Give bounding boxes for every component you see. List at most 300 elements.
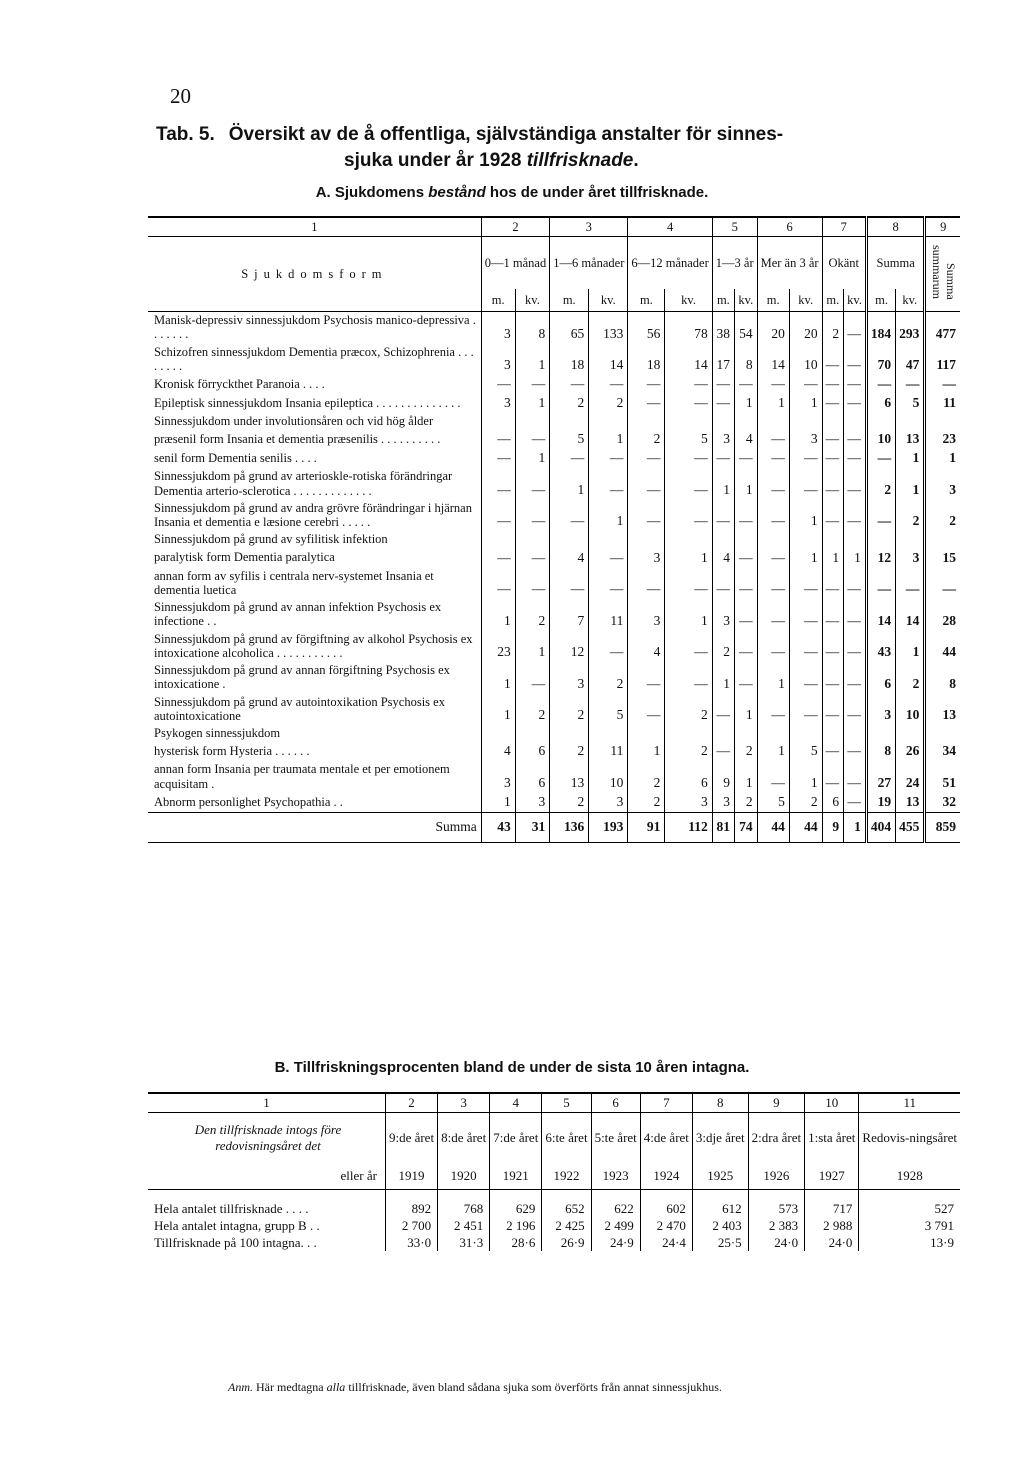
year-cell: 1924 — [640, 1163, 692, 1190]
cell-value: 2 — [896, 500, 925, 532]
cell-value: — — [735, 449, 758, 468]
cell-value: — — [844, 375, 867, 394]
table-row — [148, 725, 960, 742]
cell-value: — — [844, 662, 867, 694]
cell-value: 7 — [550, 599, 589, 631]
col-number: 9 — [925, 217, 960, 237]
cell-value: 10 — [866, 430, 895, 449]
cell-value: 19 — [866, 793, 895, 813]
cell-value: 2 988 — [805, 1217, 859, 1234]
sum-value: 859 — [925, 812, 960, 842]
section-a-heading — [0, 184, 1024, 201]
cell-value: 2 470 — [640, 1217, 692, 1234]
cell-value: 133 — [589, 312, 628, 344]
year-cell: 1921 — [490, 1163, 542, 1190]
cell-value: — — [735, 568, 758, 600]
cell-value: — — [712, 394, 734, 413]
cell-value: — — [789, 375, 822, 394]
cell-value: — — [844, 694, 867, 726]
cell-value — [550, 413, 589, 430]
cell-value: — — [735, 375, 758, 394]
cell-value: 18 — [628, 344, 665, 376]
cell-value: — — [866, 375, 895, 394]
cell-value: 6 — [866, 394, 895, 413]
cell-value: — — [789, 662, 822, 694]
cell-value: — — [665, 449, 712, 468]
sum-value: 455 — [896, 812, 925, 842]
cell-value: 3 — [628, 599, 665, 631]
cell-value: — — [515, 662, 550, 694]
sex-header-kv: kv. — [665, 289, 712, 312]
cell-value: 2 — [712, 631, 734, 663]
table-row — [148, 1217, 960, 1234]
cell-value — [628, 413, 665, 430]
col-header: 8:de året — [438, 1113, 490, 1164]
col-header-1-6: 1—6 månader — [550, 237, 628, 290]
cell-value: — — [515, 500, 550, 532]
cell-value: — — [712, 694, 734, 726]
year-cell: 1925 — [692, 1163, 748, 1190]
title-line-1: Översikt av de å offentliga, självständiga anstalter för sinnes- — [228, 124, 784, 145]
table-row — [148, 1234, 960, 1251]
footnote-emphasis: alla — [326, 1380, 346, 1394]
cell-value: 5 — [550, 430, 589, 449]
cell-value: — — [481, 549, 515, 568]
cell-value: — — [757, 761, 789, 793]
cell-value: — — [515, 549, 550, 568]
row-label: Psykogen sinnessjukdom — [154, 726, 281, 740]
cell-value: 629 — [490, 1190, 542, 1218]
cell-value: — — [822, 430, 844, 449]
cell-value: 34 — [925, 742, 960, 761]
row-label: senil form Dementia senilis . . . . — [154, 451, 317, 466]
cell-value: 12 — [866, 549, 895, 568]
cell-value: — — [757, 375, 789, 394]
table-row — [148, 449, 960, 468]
cell-value: — — [712, 449, 734, 468]
col-number: 2 — [481, 217, 549, 237]
year-cell: 1919 — [385, 1163, 437, 1190]
sum-value: 9 — [822, 812, 844, 842]
cell-value: 3 — [712, 599, 734, 631]
table-row — [148, 375, 960, 394]
table-row — [148, 1190, 960, 1218]
row-label: Sinnessjukdom på grund av andra grövre förändringar i hjärnan Insania et dementia e læsione cerebri . . . . . — [154, 500, 472, 529]
table-number: Tab. 5. — [156, 124, 215, 145]
cell-value: — — [757, 500, 789, 532]
cell-value — [757, 531, 789, 548]
row-label: Tillfrisknade på 100 intagna. . . — [154, 1234, 317, 1250]
cell-value: 6 — [822, 793, 844, 813]
cell-value: — — [757, 549, 789, 568]
cell-value: — — [822, 500, 844, 532]
cell-value: 10 — [589, 761, 628, 793]
col-number: 10 — [805, 1093, 859, 1113]
cell-value — [757, 725, 789, 742]
sum-value: 91 — [628, 812, 665, 842]
row-label: Sinnessjukdom på grund av arterioskle-rotiska förändringar Dementia arterio-sclerotica . . . . . . . . . . . . . — [154, 469, 453, 498]
cell-value: 47 — [896, 344, 925, 376]
sum-label: Summa — [148, 812, 481, 842]
cell-value: — — [735, 599, 758, 631]
cell-value: 768 — [438, 1190, 490, 1218]
cell-value — [735, 725, 758, 742]
row-label: Abnorm personlighet Psychopathia . . — [154, 794, 343, 809]
cell-value — [550, 725, 589, 742]
cell-value: — — [866, 500, 895, 532]
cell-value: — — [665, 500, 712, 532]
cell-value — [481, 531, 515, 548]
cell-value: — — [481, 500, 515, 532]
sex-header-m: m. — [866, 289, 895, 312]
cell-value: 5 — [589, 694, 628, 726]
page-title — [156, 122, 966, 173]
cell-value — [822, 725, 844, 742]
cell-value: — — [712, 568, 734, 600]
sex-header-m: m. — [712, 289, 734, 312]
sex-header-kv: kv. — [589, 289, 628, 312]
head-label: Den tillfrisknade intogs före redovisningsåret det — [194, 1122, 342, 1153]
year-cell: 1928 — [859, 1163, 960, 1190]
cell-value: 44 — [925, 631, 960, 663]
sum-value: 31 — [515, 812, 550, 842]
year-cell: 1920 — [438, 1163, 490, 1190]
row-label: Epileptisk sinnessjukdom Insania epileptica . . . . . . . . . . . . . . — [154, 395, 461, 410]
cell-value: 2 — [628, 793, 665, 813]
cell-value: 31·3 — [438, 1234, 490, 1251]
table-row — [148, 599, 960, 631]
cell-value: — — [822, 599, 844, 631]
cell-value: 3 — [789, 430, 822, 449]
footnote-text-a: Här medtagna — [253, 1380, 327, 1394]
cell-value: — — [822, 375, 844, 394]
table-row — [148, 793, 960, 813]
cell-value: 3 — [925, 468, 960, 500]
cell-value — [481, 413, 515, 430]
cell-value: 23 — [925, 430, 960, 449]
cell-value: 1 — [515, 631, 550, 663]
cell-value: 24·9 — [591, 1234, 640, 1251]
table-row — [148, 631, 960, 663]
cell-value: 11 — [925, 394, 960, 413]
cell-value: 1 — [757, 742, 789, 761]
table-b — [148, 1092, 960, 1251]
cell-value: 1 — [665, 549, 712, 568]
cell-value: 24·0 — [805, 1234, 859, 1251]
cell-value: — — [844, 568, 867, 600]
cell-value: 1 — [757, 394, 789, 413]
cell-value: 1 — [628, 742, 665, 761]
table-row — [148, 500, 960, 532]
cell-value: — — [665, 468, 712, 500]
cell-value: 8 — [925, 662, 960, 694]
cell-value: 1 — [550, 468, 589, 500]
sex-header-m: m. — [628, 289, 665, 312]
cell-value: 1 — [757, 662, 789, 694]
row-label: annan form Insania per traumata mentale et per emotionem acquisitam . — [154, 762, 450, 791]
cell-value — [712, 531, 734, 548]
col-number: 5 — [712, 217, 757, 237]
title-emphasis: tillfrisknade — [526, 149, 634, 171]
col-number: 1 — [148, 1093, 385, 1113]
col-header: 9:de året — [385, 1113, 437, 1164]
cell-value: — — [789, 631, 822, 663]
cell-value: 2 — [735, 793, 758, 813]
cell-value: 14 — [665, 344, 712, 376]
cell-value: 3 — [481, 394, 515, 413]
col-number: 9 — [748, 1093, 804, 1113]
cell-value: — — [550, 500, 589, 532]
sex-header-kv: kv. — [896, 289, 925, 312]
cell-value: — — [550, 449, 589, 468]
row-label: Hela antalet intagna, grupp B . . — [154, 1217, 320, 1233]
cell-value: 3 — [866, 694, 895, 726]
col-header: 2:dra året — [748, 1113, 804, 1164]
cell-value: 56 — [628, 312, 665, 344]
cell-value: — — [866, 449, 895, 468]
cell-value — [866, 413, 895, 430]
table-row — [148, 468, 960, 500]
cell-value: 1 — [712, 662, 734, 694]
cell-value: 184 — [866, 312, 895, 344]
row-label: Sinnessjukdom på grund av förgiftning av alkohol Psychosis ex intoxicatione alcoholica . . . . . . . . . . . — [154, 631, 473, 660]
table-row — [148, 742, 960, 761]
cell-value: 14 — [866, 599, 895, 631]
cell-value: 4 — [481, 742, 515, 761]
row-label: Sinnessjukdom på grund av annan förgiftning Psychosis ex intoxicatione . — [154, 663, 450, 692]
cell-value — [789, 413, 822, 430]
col-number: 7 — [822, 217, 866, 237]
cell-value: — — [628, 375, 665, 394]
section-a-prefix: A. Sjukdomens — [315, 184, 429, 201]
cell-value: 65 — [550, 312, 589, 344]
sum-value: 193 — [589, 812, 628, 842]
cell-value: 1 — [789, 761, 822, 793]
cell-value: 54 — [735, 312, 758, 344]
cell-value: 5 — [757, 793, 789, 813]
cell-value: 1 — [515, 394, 550, 413]
table-row — [148, 312, 960, 344]
cell-value: — — [628, 694, 665, 726]
cell-value: 1 — [481, 599, 515, 631]
cell-value: 1 — [712, 468, 734, 500]
cell-value: — — [665, 568, 712, 600]
cell-value: — — [822, 568, 844, 600]
cell-value: 2 — [515, 599, 550, 631]
cell-value — [589, 531, 628, 548]
cell-value: 1 — [896, 449, 925, 468]
col-number: 1 — [148, 217, 481, 237]
table-row — [148, 531, 960, 548]
cell-value: 1 — [789, 549, 822, 568]
row-label: Manisk-depressiv sinnessjukdom Psychosis manico-depressiva . . . . . . . — [154, 313, 476, 342]
cell-value — [822, 531, 844, 548]
sum-value: 136 — [550, 812, 589, 842]
cell-value: 2 — [515, 694, 550, 726]
year-cell: 1922 — [542, 1163, 591, 1190]
cell-value: 2 — [589, 394, 628, 413]
col-header-mer-an-3: Mer än 3 år — [757, 237, 822, 290]
section-a-emphasis: bestånd — [428, 184, 486, 201]
cell-value: — — [735, 500, 758, 532]
cell-value — [712, 413, 734, 430]
cell-value: 78 — [665, 312, 712, 344]
cell-value: — — [822, 468, 844, 500]
cell-value: — — [822, 761, 844, 793]
cell-value: 2 — [896, 662, 925, 694]
table-row — [148, 549, 960, 568]
cell-value: — — [757, 568, 789, 600]
cell-value: 117 — [925, 344, 960, 376]
cell-value — [925, 531, 960, 548]
cell-value: 24·4 — [640, 1234, 692, 1251]
cell-value: — — [844, 631, 867, 663]
cell-value: 2 — [550, 394, 589, 413]
cell-value: 8 — [515, 312, 550, 344]
col-header-0-1: 0—1 månad — [481, 237, 549, 290]
col-header: 4:de året — [640, 1113, 692, 1164]
cell-value: 12 — [550, 631, 589, 663]
cell-value: 1 — [481, 793, 515, 813]
summarum-label: summarum — [930, 245, 945, 300]
cell-value: 1 — [481, 694, 515, 726]
row-label: Sinnessjukdom på grund av autointoxikation Psychosis ex autointoxicatione — [154, 694, 445, 723]
cell-value: — — [481, 568, 515, 600]
cell-value: 1 — [589, 500, 628, 532]
row-label: Sinnessjukdom på grund av annan infektion Psychosis ex infectione . . — [154, 600, 442, 629]
cell-value: — — [757, 599, 789, 631]
cell-value: 13 — [896, 430, 925, 449]
cell-value: 28 — [925, 599, 960, 631]
col-number: 6 — [591, 1093, 640, 1113]
col-header-sjukdomsform: Sjukdomsform — [148, 237, 481, 312]
cell-value: 24 — [896, 761, 925, 793]
cell-value: 2 499 — [591, 1217, 640, 1234]
cell-value: 13 — [896, 793, 925, 813]
cell-value: 2 — [550, 694, 589, 726]
col-number: 3 — [550, 217, 628, 237]
row-label: annan form av syfilis i centrala nerv-systemet Insania et dementia luetica — [154, 568, 434, 597]
cell-value: — — [844, 312, 867, 344]
cell-value: 622 — [591, 1190, 640, 1218]
cell-value — [757, 413, 789, 430]
cell-value: — — [844, 742, 867, 761]
cell-value: — — [757, 468, 789, 500]
cell-value: 9 — [712, 761, 734, 793]
row-label: Sinnessjukdom under involutionsåren och vid hög ålder — [154, 414, 434, 428]
cell-value: 527 — [859, 1190, 960, 1218]
col-number: 7 — [640, 1093, 692, 1113]
cell-value — [515, 413, 550, 430]
cell-value: 2 — [925, 500, 960, 532]
cell-value: — — [735, 662, 758, 694]
row-label: præsenil form Insania et dementia præsenilis . . . . . . . . . . — [154, 432, 441, 447]
cell-value — [866, 531, 895, 548]
cell-value: 652 — [542, 1190, 591, 1218]
cell-value: 1 — [789, 394, 822, 413]
cell-value: 18 — [550, 344, 589, 376]
cell-value: — — [757, 449, 789, 468]
cell-value — [844, 413, 867, 430]
cell-value: 1 — [481, 662, 515, 694]
table-row — [148, 694, 960, 726]
cell-value: 2 451 — [438, 1217, 490, 1234]
cell-value: — — [896, 375, 925, 394]
cell-value: — — [628, 500, 665, 532]
cell-value: 1 — [735, 694, 758, 726]
cell-value: — — [628, 568, 665, 600]
cell-value: 8 — [866, 742, 895, 761]
cell-value — [550, 531, 589, 548]
cell-value: — — [589, 449, 628, 468]
col-number: 4 — [490, 1093, 542, 1113]
cell-value: — — [628, 449, 665, 468]
cell-value: 6 — [515, 761, 550, 793]
sex-header-kv: kv. — [789, 289, 822, 312]
col-header-summa-summarum — [925, 237, 960, 312]
cell-value: 1 — [735, 761, 758, 793]
section-a-suffix: hos de under året tillfrisknade. — [485, 184, 709, 201]
cell-value: 51 — [925, 761, 960, 793]
cell-value: 2 — [665, 742, 712, 761]
cell-value: 6 — [515, 742, 550, 761]
cell-value: 20 — [789, 312, 822, 344]
cell-value: — — [789, 694, 822, 726]
cell-value: 2 — [628, 761, 665, 793]
col-number: 6 — [757, 217, 822, 237]
cell-value: — — [481, 430, 515, 449]
cell-value: — — [925, 568, 960, 600]
col-header: 1:sta året — [805, 1113, 859, 1164]
sum-row — [148, 812, 960, 842]
col-number: 4 — [628, 217, 712, 237]
cell-value: — — [515, 568, 550, 600]
cell-value — [589, 413, 628, 430]
year-label: eller år — [148, 1163, 385, 1190]
cell-value: 2 700 — [385, 1217, 437, 1234]
cell-value: 2 — [789, 793, 822, 813]
cell-value: 8 — [735, 344, 758, 376]
cell-value: 5 — [789, 742, 822, 761]
year-cell: 1927 — [805, 1163, 859, 1190]
cell-value: — — [481, 375, 515, 394]
cell-value: — — [822, 662, 844, 694]
cell-value: 15 — [925, 549, 960, 568]
cell-value — [896, 413, 925, 430]
cell-value — [665, 725, 712, 742]
row-label: Sinnessjukdom på grund av syfilitisk infektion — [154, 532, 388, 547]
cell-value — [481, 725, 515, 742]
cell-value: — — [515, 468, 550, 500]
cell-value: — — [789, 599, 822, 631]
cell-value: — — [589, 375, 628, 394]
sum-value: 44 — [789, 812, 822, 842]
cell-value: 4 — [712, 549, 734, 568]
col-number: 8 — [866, 217, 925, 237]
cell-value: 14 — [589, 344, 628, 376]
col-header-1-3: 1—3 år — [712, 237, 757, 290]
cell-value: — — [822, 742, 844, 761]
table-row — [148, 568, 960, 600]
cell-value: 3 — [589, 793, 628, 813]
cell-value: — — [844, 761, 867, 793]
cell-value — [925, 725, 960, 742]
cell-value: — — [757, 631, 789, 663]
col-header: 5:te året — [591, 1113, 640, 1164]
cell-value: 43 — [866, 631, 895, 663]
cell-value: 5 — [665, 430, 712, 449]
sum-value: 404 — [866, 812, 895, 842]
